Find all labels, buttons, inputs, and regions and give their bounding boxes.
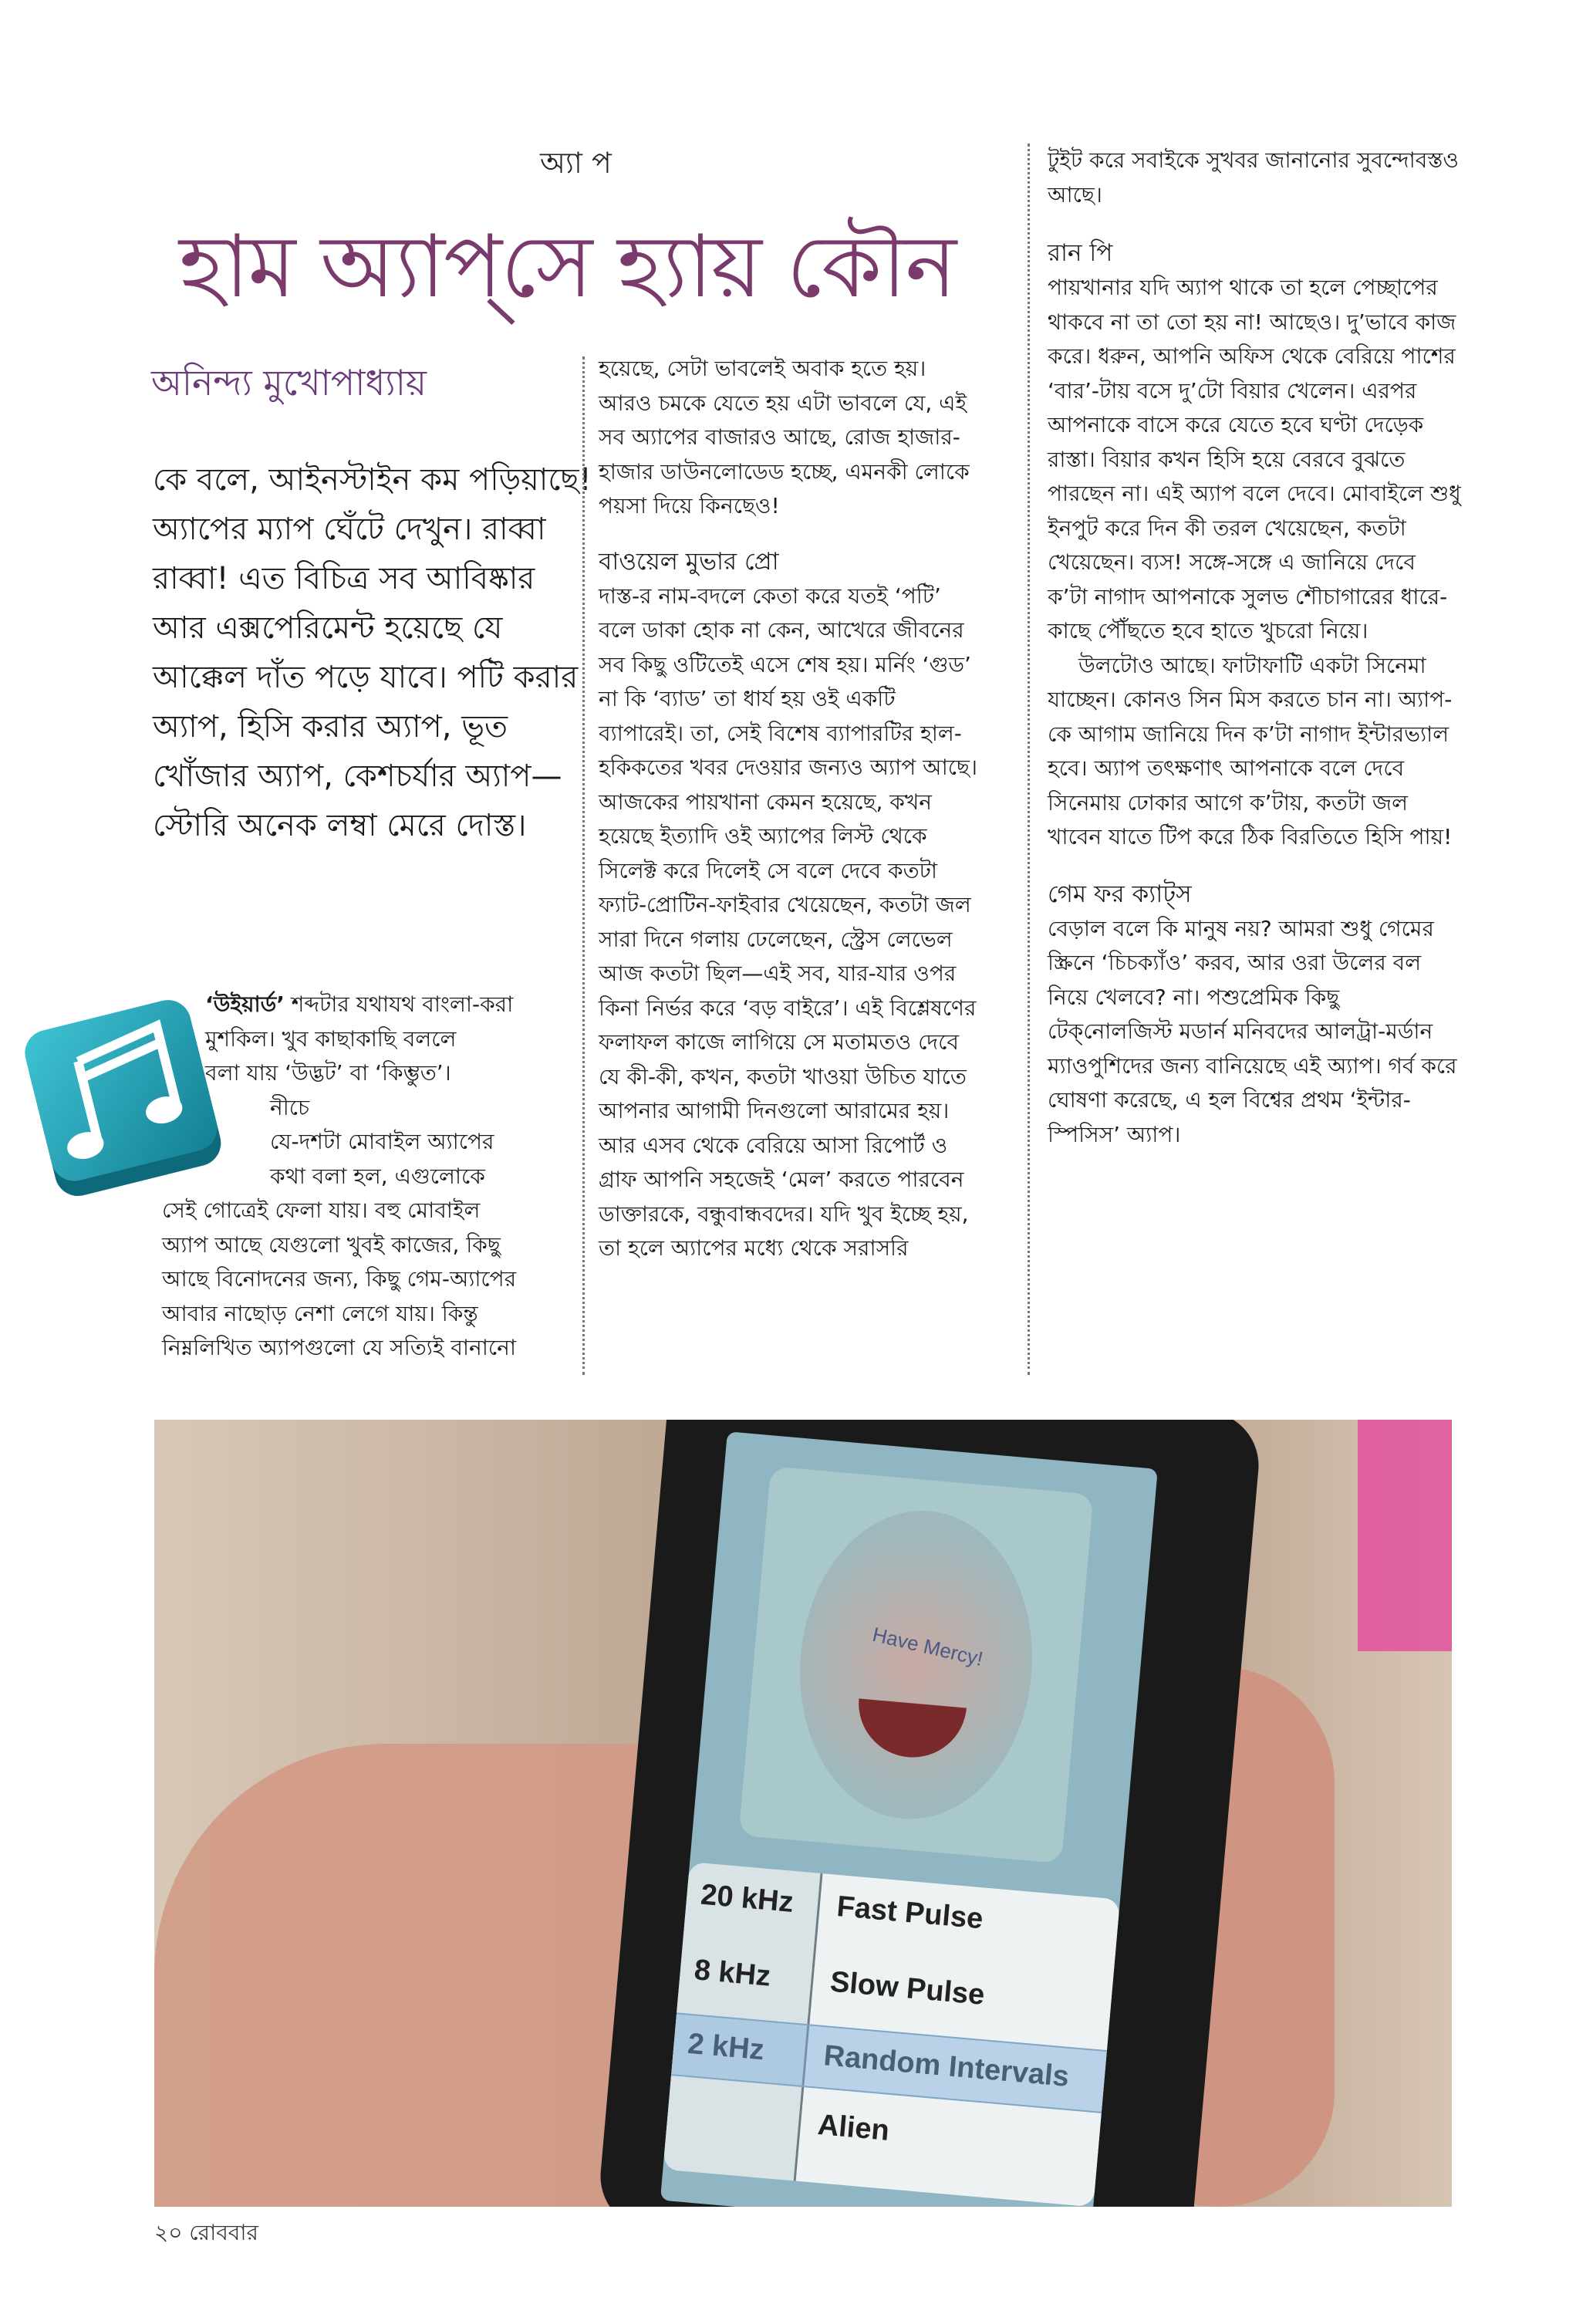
col1-line: অ্যাপ আছে যেগুলো খুবই কাজের, কিছু xyxy=(162,1231,501,1258)
col1-line: আছে বিনোদনের জন্য, কিছু গেম-অ্যাপের xyxy=(162,1266,517,1292)
col1-line: নিম্নলিখিত অ্যাপগুলো যে সত্যিই বানানো xyxy=(162,1335,516,1360)
section-label: অ্যা প xyxy=(540,146,612,180)
picker-option[interactable]: Fast Pulse xyxy=(835,1890,985,1936)
page-footer: ২০ রোববার xyxy=(154,2220,258,2245)
picker-option[interactable]: 2 kHz xyxy=(686,2027,766,2067)
picker-option[interactable]: Slow Pulse xyxy=(828,1965,987,2012)
col1-line: যে-দশটা মোবাইল অ্যাপের xyxy=(270,1129,494,1154)
col1-line: আবার নাছোড় নেশা লেগে যায়। কিন্তু xyxy=(162,1300,478,1326)
col2-paragraph: দাস্ত-র নাম-বদলে কেতা করে যতই ‘পটি’ বলে ডাকা হোক না কেন, আখেরে জীবনের সব কিছু ওটিতেই এসে শেষ হয়। মর্নিং ‘গুড’ না কি ‘ব্যাড’ তা ধার্য হয় ওই একটি ব্যাপারেই। তা, সেই বিশেষ ব্যাপারটির হাল-হকিকতের খবর দেওয়ার জন্যও অ্যাপ আছে। আজকের পায়খানা কেমন হয়েছে, কখন হয়েছে ইত্যাদি ওই অ্যাপের লিস্ট থেকে সিলেক্ট করে দিলেই সে বলে দেবে কতটা ফ্যাট-প্রোটিন-ফাইবার খেয়েছেন, কতটা জল সারা দিনে গলায় ঢেলেছেন, স্ট্রেস লেভেল আজ কতটা ছিল—এই সব, যার-যার ওপর কিনা নির্ভর করে ‘বড় বাইরে’। এই বিশ্লেষণের ফলাফল কাজে লাগিয়ে সে মতামতও দেবে যে কী-কী, কখন, কতটা খাওয়া উচিত যাতে আপনার আগামী দিনগুলো আরামের হয়। আর এসব থেকে বেরিয়ে আসা রিপোর্ট ও গ্রাফ আপনি সহজেই ‘মেল’ করতে পারবেন ডাক্তারকে, বন্ধুবান্ধবদের। যদি খুব ইচ্ছে হয়, তা হলে অ্যাপের মধ্যে থেকে সরাসরি xyxy=(599,583,978,1261)
phone-screen xyxy=(660,1431,1158,2207)
col1-line: সেই গোত্রেই ফেলা যায়। বহু মোবাইল xyxy=(162,1197,481,1223)
col1-line: মুশকিল। খুব কাছাকাছি বললে xyxy=(205,1025,457,1052)
col2-paragraph: হয়েছে, সেটা ভাবলেই অবাক হতে হয়। আরও চমকে যেতে হয় এটা ভাবলে যে, এই সব অ্যাপের বাজারও আছে, রোজ হাজার-হাজার ডাউনলোডেড হচ্ছে, এমনকী লোকে পয়সা দিয়ে কিনছেও! xyxy=(599,356,970,519)
section-heading-run-pee: রান পি xyxy=(1048,239,1113,267)
col1-line: বলা যায় ‘উদ্ভট’ বা ‘কিম্ভুত’। xyxy=(205,1060,451,1086)
col1-line: ‘উইয়ার্ড’ শব্দটার যথাযথ বাংলা-করা xyxy=(205,991,514,1017)
col3-paragraph: টুইট করে সবাইকে সুখবর জানানোর সুবন্দোবস্তও আছে। xyxy=(1048,147,1460,208)
picker-option[interactable]: Random Intervals xyxy=(822,2039,1071,2093)
col1-line: নীচে xyxy=(270,1094,310,1120)
column-3 xyxy=(1048,144,1461,1152)
phone xyxy=(596,1420,1264,2207)
picker-option[interactable]: 20 kHz xyxy=(699,1878,795,1919)
intro-block xyxy=(153,455,592,850)
col3-paragraph: পায়খানার যদি অ্যাপ থাকে তা হলে পেচ্ছাপের থাকবে না তা তো হয় না! আছেও। দু’ভাবে কাজ করে। ধরুন, আপনি অফিস থেকে বেরিয়ে পাশের ‘বার’-টায় বসে দু’টো বিয়ার খেলেন। এরপর আপনাকে বাসে করে যেতে হবে ঘণ্টা দেড়েক রাস্তা। বিয়ার কখন হিসি হয়ে বেরবে বুঝতে পারছেন না। এই অ্যাপ বলে দেবে। মোবাইলে শুধু ইনপুট করে দিন কী তরল খেয়েছেন, কতটা খেয়েছেন। ব্যস! সঙ্গে-সঙ্গে এ জানিয়ে দেবে ক’টা নাগাদ আপনাকে সুলভ শৌচাগারের ধারে-কাছে পৌঁছতে হবে হাতে খুচরো নিয়ে। xyxy=(1048,275,1461,643)
col3-paragraph: উলটোও আছে। ফাটাফাটি একটা সিনেমা যাচ্ছেন। কোনও সিন মিস করতে চান না। অ্যাপ-কে আগাম জানিয়ে দিন ক’টা নাগাদ ইন্টারভ্যাল হবে। অ্যাপ তৎক্ষণাৎ আপনাকে বলে দেবে সিনেমায় ঢোকার আগে ক’টায়, কতটা জল খাবেন যাতে টিপ করে ঠিক বিরতিতে হিসি পায়! xyxy=(1048,652,1453,850)
frequency-picker[interactable] xyxy=(663,1862,1120,2207)
overlay-caption: Have Mercy! xyxy=(870,1622,986,1670)
picker-option[interactable]: Alien xyxy=(816,2108,891,2147)
lead-word: ‘উইয়ার্ড’ xyxy=(205,991,285,1017)
article-photo xyxy=(154,1420,1452,2207)
column-divider xyxy=(1028,144,1030,1375)
face-image xyxy=(738,1466,1093,1863)
column-divider xyxy=(582,356,585,1375)
section-heading-bowel-mover-pro: বাওয়েল মুভার প্রো xyxy=(599,547,779,576)
author-byline: অনিন্দ্য মুখোপাধ্যায় xyxy=(151,362,427,404)
col1-line: কথা বলা হল, এগুলোকে xyxy=(270,1163,485,1189)
picker-option[interactable]: 8 kHz xyxy=(693,1954,772,1993)
col3-paragraph: বেড়াল বলে কি মানুষ নয়? আমরা শুধু গেমের স্ক্রিনে ‘চিচক্যাঁও’ করব, আর ওরা উলের বল নিয়ে খেলবে? না। পশুপ্রেমিক কিছু টেক্‌নোলজিস্ট মডার্ন মনিবদের আলট্রা-মর্ডান ম্যাওপুশিদের জন্য বানিয়েছে এই অ্যাপ। গর্ব করে ঘোষণা করেছে, এ হল বিশ্বের প্রথম ‘ইন্টার-স্পিসিস’ অ্যাপ। xyxy=(1048,915,1457,1147)
column-1-body xyxy=(162,988,563,1366)
intro-paragraph: কে বলে, আইনস্টাইন কম পড়িয়াছে! অ্যাপের ম্যাপ ঘেঁটে দেখুন। রাব্বা রাব্বা! এত বিচিত্র সব আবিষ্কার আর এক্সপেরিমেন্ট হয়েছে যে আক্কেল দাঁত পড়ে যাবে। পটি করার অ্যাপ, হিসি করার অ্যাপ, ভূত খোঁজার অ্যাপ, কেশচর্যার অ্যাপ—স্টোরি অনেক লম্বা মেরে দোস্ত। xyxy=(153,462,592,843)
section-heading-game-for-cats: গেম ফর ক্যাট্‌স xyxy=(1048,880,1192,908)
column-2 xyxy=(599,352,984,1266)
page-title: হাম অ্যাপ্‌সে হ্যায় কৌন xyxy=(179,217,956,317)
